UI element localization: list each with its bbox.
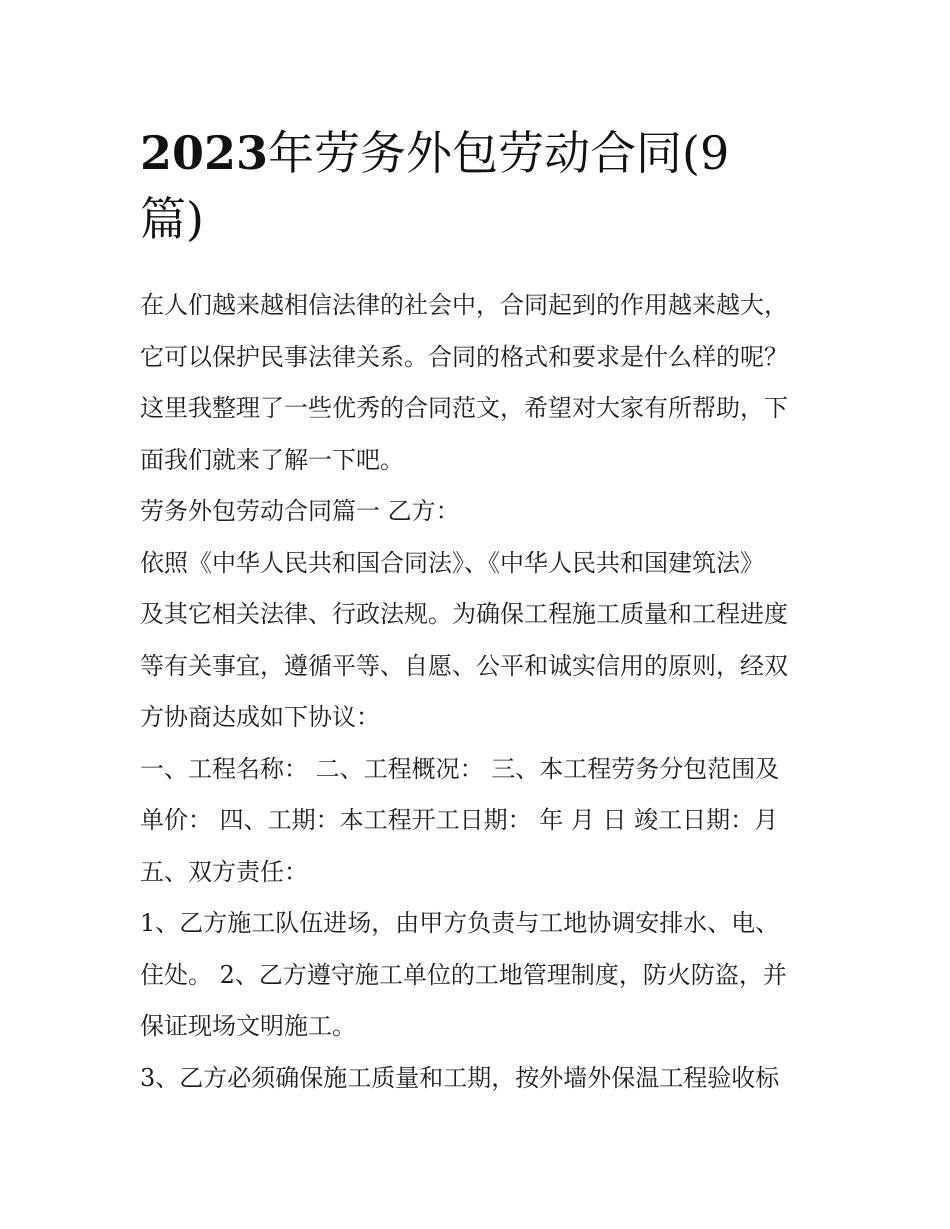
body-line: 单价： 四、工期：本工程开工日期： 年 月 日 竣工日期：月 bbox=[140, 806, 779, 834]
title-text: 年劳务外包劳动合同(9 bbox=[268, 126, 730, 180]
body-line: 依照《中华人民共和国合同法》、《中华人民共和国建筑法》 bbox=[140, 548, 764, 577]
title-line-2 bbox=[140, 186, 812, 252]
title-line-1 bbox=[140, 120, 812, 186]
body-line: 在人们越来越相信法律的社会中，合同起到的作用越来越大， bbox=[140, 291, 788, 319]
section-heading: 劳务外包劳动合同篇一 乙方： bbox=[140, 497, 460, 525]
document-title bbox=[140, 120, 812, 252]
body-line: 它可以保护民事法律关系。合同的格式和要求是什么样的呢？ bbox=[140, 342, 788, 371]
body-line: 这里我整理了一些优秀的合同范文，希望对大家有所帮助，下 bbox=[140, 394, 788, 422]
body-line: 保证现场文明施工。 bbox=[140, 1012, 356, 1040]
document-content bbox=[140, 120, 812, 1104]
document-body bbox=[140, 280, 812, 1104]
body-line: 住处。 2、乙方遵守施工单位的工地管理制度，防火防盗，并 bbox=[140, 960, 787, 989]
body-line: 及其它相关法律、行政法规。为确保工程施工质量和工程进度 bbox=[140, 600, 788, 628]
body-line: 1、乙方施工队伍进场，由甲方负责与工地协调安排水、电、 bbox=[140, 909, 780, 937]
body-line: 3、乙方必须确保施工质量和工期，按外墙外保温工程验收标 bbox=[140, 1063, 780, 1092]
title-year: 2023 bbox=[140, 126, 269, 180]
body-line: 面我们就来了解一下吧。 bbox=[140, 445, 404, 474]
body-line: 一、工程名称： 二、工程概况： 三、本工程劳务分包范围及 bbox=[140, 754, 780, 783]
body-line: 五、双方责任： bbox=[140, 857, 308, 886]
title-text-continued: 篇) bbox=[140, 192, 204, 246]
body-line: 方协商达成如下协议： bbox=[140, 703, 380, 731]
body-line: 等有关事宜，遵循平等、自愿、公平和诚实信用的原则，经双 bbox=[140, 651, 788, 680]
